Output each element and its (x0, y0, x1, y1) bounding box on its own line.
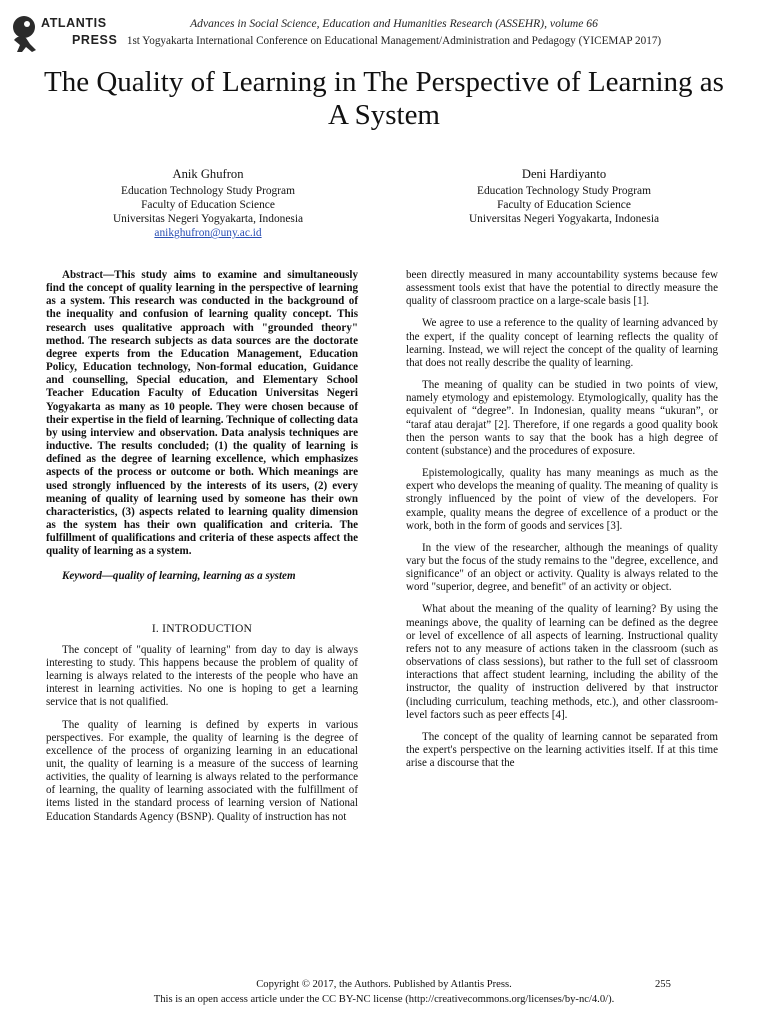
author-university: Universitas Negeri Yogyakarta, Indonesia (468, 213, 660, 225)
right-column (406, 269, 718, 779)
author-department: Education Technology Study Program (121, 185, 295, 197)
author-block-2 (404, 167, 724, 226)
page-number: 255 (655, 979, 671, 990)
logo-text-atlantis: ATLANTIS (41, 16, 107, 30)
author-faculty: Faculty of Education Science (141, 199, 275, 211)
author-faculty: Faculty of Education Science (497, 199, 631, 211)
body-paragraph: The concept of the quality of learning cannot be separated from the expert's perspective on the learning activities itself. If at this time arise a discourse that the (406, 730, 718, 770)
body-paragraph: been directly measured in many accountability systems because few assessment tools exist that have the potential to directly measure the quality of classroom practice on a large-scale basis [1]. (406, 269, 718, 308)
abstract: Abstract—This study aims to examine and simultaneously find the concept of quality learning in the perspective of learning as a system. This research was conducted in the background of the inequality and confusion of learning quality concept. This research uses qualitative approach with "grounded theory" method. The research subjects as data sources are the doctorate degree experts from the Education Management, Education Policy, Education technology, Non-formal education, Guidance and counselling, Special education, and Elementary School Teacher Education Faculty of Education Universitas Negeri Yogyakarta as many as 10 people. They were chosen because of their expertise in the field of learning. Technique of collecting data by using interview and observation. Data analysis techniques are inductive. The results concluded; (1) the quality of learning is defined as the degree of learning excellence, which emphasizes aspects of the process or outcome or both. Which meanings are used strongly influenced by the interests of its users, (2) every meaning of quality of learning used by someone has their own characteristics, (3) aspects related to learning quality dimension as the system has their own qualification and criteria. The fulfillment of qualifications and criteria of these aspects affect the quality of learning as a system. (46, 269, 358, 558)
paper-title: The Quality of Learning in The Perspective of Learning as A System (44, 66, 724, 131)
author-department: Education Technology Study Program (477, 185, 651, 197)
copyright-footer: Copyright © 2017, the Authors. Published by Atlantis Press. (256, 979, 512, 990)
license-footer: This is an open access article under the CC BY-NC license (http://creativecommons.org/licenses/by-nc/4.0/). (153, 994, 615, 1005)
keywords: Keyword—quality of learning, learning as a system (62, 570, 296, 583)
body-paragraph: The meaning of quality can be studied in two points of view, namely etymology and epistemology. Etymologically, quality has the equivalent of “degree”. In Indonesian, quality means “ukuran”, or “taraf atau derajat” [2]. Therefore, if one regards a good quality book then the person wants to say that the book has a high degree of content (substance) and the procedures of exposure. (406, 379, 718, 457)
series-header: Advances in Social Science, Education and Humanities Research (ASSEHR), volume 66 (190, 17, 598, 30)
body-paragraph: The quality of learning is defined by experts in various perspectives. For example, the quality of learning is the degree of excellence of the process of organizing learning in an educational unit, the quality of learning is a measure of the success of learning activities, the quality of learning is always related to the performance of learning, the quality of learning associated with the fulfillment of items listed in the standard process of learning version of National Education Standards Agency (BSNP). Quality of instruction has not (46, 718, 358, 823)
author-name: Deni Hardiyanto (521, 167, 607, 181)
section-heading-introduction: I. INTRODUCTION (151, 621, 253, 635)
author-email-link[interactable]: anikghufron@uny.ac.id (154, 227, 262, 239)
author-block-1 (48, 167, 368, 240)
body-paragraph: What about the meaning of the quality of learning? By using the meanings above, the quality of learning can be defined as the degree or level of excellence of all aspects of learning. Instructional quality refers not to any measure of actions taken in the classroom (such as observations of class sessions), but rather to the full set of classroom interactions that affect student learning, including the ability of the instructor, the quality of instruction delivered by that instructor (including curriculum, teaching methods, etc.), and other classroom-level factors such as peer effects [4]. (406, 603, 718, 721)
author-university: Universitas Negeri Yogyakarta, Indonesia (112, 213, 304, 225)
left-column (46, 269, 358, 833)
body-paragraph: We agree to use a reference to the quality of learning advanced by the expert, if the quality concept of learning reflects the quality of learning. Instead, we will reject the concept of the quality of learning that does not really describe the quality of learning. (406, 317, 718, 369)
logo-text-press: PRESS (72, 33, 118, 47)
body-paragraph: In the view of the researcher, although the meanings of quality vary but the focus of the study remains to the "degree, excellence, and significance" of an object or activity. Quality is always related to the word "superior, degree, and benefit" of an activity or object. (406, 541, 718, 594)
author-name: Anik Ghufron (172, 167, 244, 181)
conference-header: 1st Yogyakarta International Conference on Educational Management/Administration and Pedagogy (YICEMAP 2017) (126, 35, 662, 47)
body-paragraph: Epistemologically, quality has many meanings as much as the expert who develops the meaning of quality. The meaning of quality is strongly influenced by the point of view of the developers. For example, quality means the degree of excellence of a product or the work, both in the form of goods and services [3]. (406, 467, 718, 532)
body-paragraph: The concept of "quality of learning" from day to day is always interesting to study. This happens because the problem of quality of learning is always related to the interests of the people who have an interest in learning activities. No one is hoping to get a learning service that is not qualified. (46, 643, 358, 709)
